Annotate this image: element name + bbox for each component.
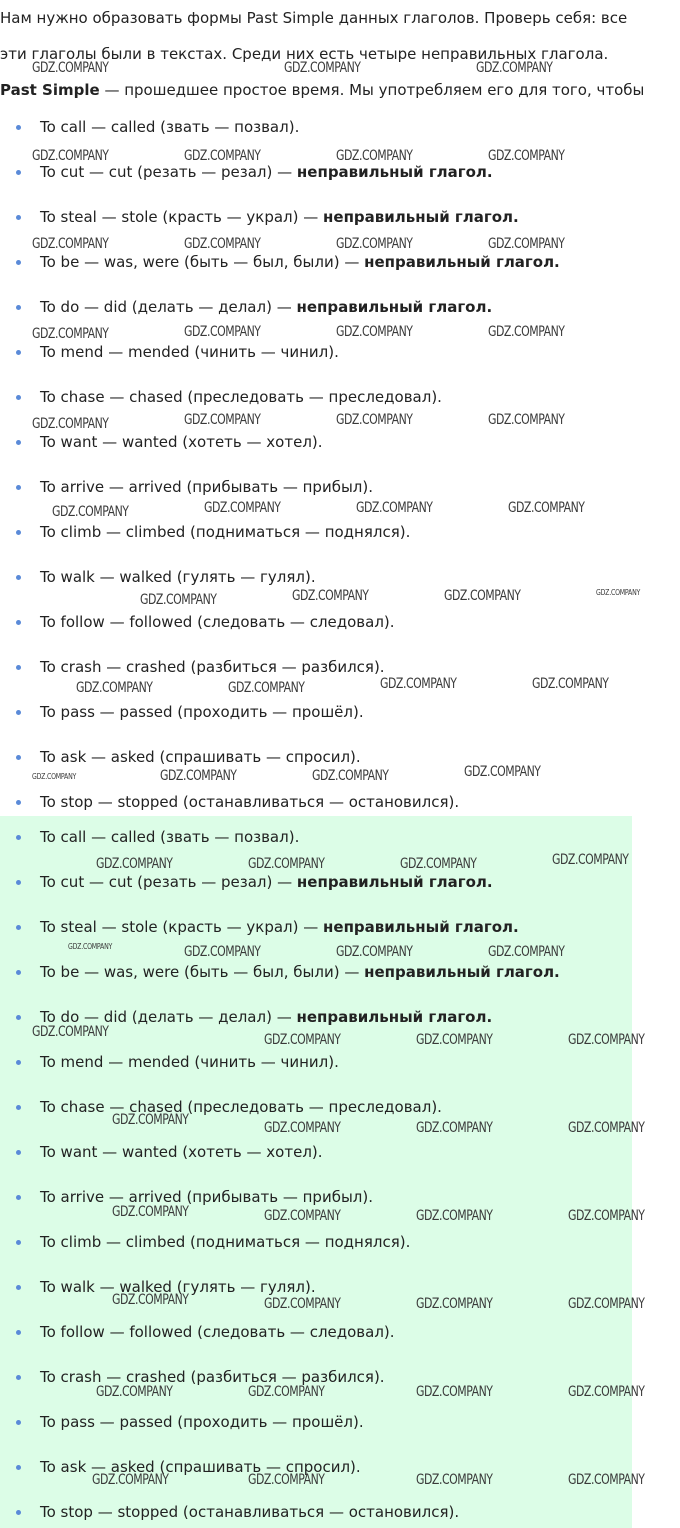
- watermark-text: GDZ.COMPANY: [264, 1208, 341, 1224]
- irregular-verb-note: неправильный глагол.: [296, 298, 493, 316]
- verb-list-item: [0, 825, 630, 849]
- watermark-text: GDZ.COMPANY: [248, 1472, 325, 1488]
- verb-form: To walk — walked (гулять — гулял).: [40, 1278, 316, 1296]
- watermark-text-small: GDZ.COMPANY: [596, 588, 641, 597]
- watermark-text: GDZ.COMPANY: [32, 236, 109, 252]
- watermark-text: GDZ.COMPANY: [356, 500, 433, 516]
- verb-form-text: [40, 791, 459, 813]
- watermark-text: GDZ.COMPANY: [508, 500, 585, 516]
- watermark-text: GDZ.COMPANY: [416, 1384, 493, 1400]
- verb-form-text: [40, 961, 560, 983]
- watermark-text: GDZ.COMPANY: [488, 236, 565, 252]
- verb-form: To steal — stole (красть — украл) —: [40, 918, 324, 936]
- bullet-icon: [16, 350, 21, 355]
- bullet-icon: [16, 1375, 21, 1380]
- intro-line-2: эти глаголы были в текстах. Среди них есть четыре неправильных глагола.: [0, 45, 609, 63]
- verb-form: To climb — climbed (подниматься — поднялся).: [40, 1233, 411, 1251]
- watermark-text: GDZ.COMPANY: [32, 416, 109, 432]
- bullet-icon: [16, 970, 21, 975]
- verb-form-text: [40, 1141, 323, 1163]
- bullet-icon: [16, 835, 21, 840]
- verb-form-text: [40, 566, 316, 588]
- verb-form: To mend — mended (чинить — чинил).: [40, 343, 339, 361]
- verb-list-item: [0, 960, 630, 984]
- watermark-text: GDZ.COMPANY: [416, 1472, 493, 1488]
- bullet-icon: [16, 620, 21, 625]
- verb-list-item: [0, 655, 630, 679]
- verb-form-text: [40, 1096, 442, 1118]
- watermark-text: GDZ.COMPANY: [184, 324, 261, 340]
- bullet-icon: [16, 800, 21, 805]
- bullet-icon: [16, 1240, 21, 1245]
- watermark-text: GDZ.COMPANY: [292, 588, 369, 604]
- bullet-icon: [16, 710, 21, 715]
- watermark-text: GDZ.COMPANY: [488, 148, 565, 164]
- verb-form: To chase — chased (преследовать — преследовал).: [40, 388, 442, 406]
- watermark-text: GDZ.COMPANY: [160, 768, 237, 784]
- verb-list-item: [0, 205, 630, 229]
- watermark-text: GDZ.COMPANY: [264, 1120, 341, 1136]
- bullet-icon: [16, 530, 21, 535]
- verb-list-item: [0, 1095, 630, 1119]
- verb-form-text: [40, 826, 299, 848]
- verb-list-item: [0, 1365, 630, 1389]
- verb-form: To ask — asked (спрашивать — спросил).: [40, 748, 361, 766]
- verb-list-item: [0, 1140, 630, 1164]
- irregular-verb-note: неправильный глагол.: [323, 918, 519, 936]
- verb-form-text: [40, 611, 395, 633]
- bullet-icon: [16, 215, 21, 220]
- watermark-text-small: GDZ.COMPANY: [32, 772, 77, 781]
- verb-list-item: [0, 115, 630, 139]
- verb-form-text: [40, 1366, 385, 1388]
- verb-form-text: [40, 1231, 410, 1253]
- watermark-text: GDZ.COMPANY: [140, 592, 217, 608]
- verb-form-text: [40, 1276, 316, 1298]
- verb-form: To be — was, were (быть — был, были) —: [40, 963, 365, 981]
- watermark-text: GDZ.COMPANY: [312, 768, 389, 784]
- verb-form: To do — did (делать — делал) —: [40, 298, 297, 316]
- watermark-text: GDZ.COMPANY: [228, 680, 305, 696]
- watermark-text: GDZ.COMPANY: [568, 1032, 645, 1048]
- verb-list-item: [0, 870, 630, 894]
- verb-list-item: [0, 295, 630, 319]
- watermark-text: GDZ.COMPANY: [416, 1120, 493, 1136]
- bullet-icon: [16, 125, 21, 130]
- verb-list-item: [0, 700, 630, 724]
- verb-list-item: [0, 520, 630, 544]
- irregular-verb-note: неправильный глагол.: [296, 873, 493, 891]
- verb-list-item: [0, 1005, 630, 1029]
- irregular-verb-note: неправильный глагол.: [323, 208, 519, 226]
- watermark-text: GDZ.COMPANY: [32, 1024, 109, 1040]
- watermark-text: GDZ.COMPANY: [248, 856, 325, 872]
- verb-form: To crash — crashed (разбиться — разбился).: [40, 1368, 385, 1386]
- verb-form-text: [40, 1321, 395, 1343]
- watermark-text: GDZ.COMPANY: [568, 1120, 645, 1136]
- verb-form: To chase — chased (преследовать — преследовал).: [40, 1098, 442, 1116]
- verb-form: To ask — asked (спрашивать — спросил).: [40, 1458, 361, 1476]
- verb-list-item: [0, 475, 630, 499]
- verb-form: To crash — crashed (разбиться — разбился).: [40, 658, 385, 676]
- watermark-text: GDZ.COMPANY: [336, 236, 413, 252]
- verb-form-text: [40, 916, 519, 938]
- watermark-text: GDZ.COMPANY: [112, 1112, 189, 1128]
- bullet-icon: [16, 485, 21, 490]
- verb-form: To stop — stopped (останавливаться — остановился).: [40, 793, 460, 811]
- verb-form: To cut — cut (резать — резал) —: [40, 163, 297, 181]
- verb-list-item: [0, 745, 630, 769]
- bullet-icon: [16, 1150, 21, 1155]
- verb-form: To stop — stopped (останавливаться — остановился).: [40, 1503, 460, 1521]
- bullet-icon: [16, 440, 21, 445]
- verb-form: To follow — followed (следовать — следовал).: [40, 1323, 395, 1341]
- verb-form: To climb — climbed (подниматься — поднялся).: [40, 523, 411, 541]
- watermark-text: GDZ.COMPANY: [184, 944, 261, 960]
- verb-form: To arrive — arrived (прибывать — прибыл).: [40, 478, 374, 496]
- watermark-text: GDZ.COMPANY: [184, 412, 261, 428]
- watermark-text: GDZ.COMPANY: [184, 148, 261, 164]
- bullet-icon: [16, 1330, 21, 1335]
- bullet-icon: [16, 260, 21, 265]
- verb-form: To follow — followed (следовать — следовал).: [40, 613, 395, 631]
- watermark-text: GDZ.COMPANY: [380, 676, 457, 692]
- bullet-icon: [16, 305, 21, 310]
- verb-form-text: [40, 746, 361, 768]
- watermark-text: GDZ.COMPANY: [92, 1472, 169, 1488]
- bullet-icon: [16, 1060, 21, 1065]
- watermark-text: GDZ.COMPANY: [184, 236, 261, 252]
- bullet-icon: [16, 1195, 21, 1200]
- watermark-text: GDZ.COMPANY: [476, 60, 553, 76]
- watermark-text: GDZ.COMPANY: [568, 1296, 645, 1312]
- watermark-text: GDZ.COMPANY: [464, 764, 541, 780]
- intro-line-3-rest: — прошедшее простое время. Мы употребляем его для того, чтобы: [99, 81, 645, 99]
- watermark-text: GDZ.COMPANY: [32, 326, 109, 342]
- verb-form-text: [40, 1051, 339, 1073]
- bullet-icon: [16, 1105, 21, 1110]
- verb-form: To call — called (звать — позвал).: [40, 118, 300, 136]
- watermark-text: GDZ.COMPANY: [488, 412, 565, 428]
- verb-form-text: [40, 476, 373, 498]
- verb-list-item: [0, 1500, 630, 1524]
- watermark-text: GDZ.COMPANY: [96, 856, 173, 872]
- verb-form-text: [40, 206, 519, 228]
- watermark-text: GDZ.COMPANY: [416, 1296, 493, 1312]
- verb-form-text: [40, 1456, 361, 1478]
- watermark-text: GDZ.COMPANY: [112, 1204, 189, 1220]
- verb-list-item: [0, 1230, 630, 1254]
- watermark-text: GDZ.COMPANY: [336, 324, 413, 340]
- verb-form-text: [40, 1186, 373, 1208]
- verb-form-text: [40, 1501, 459, 1523]
- verb-form: To pass — passed (проходить — прошёл).: [40, 703, 364, 721]
- watermark-text: GDZ.COMPANY: [32, 148, 109, 164]
- bullet-icon: [16, 755, 21, 760]
- verb-list-item: [0, 1410, 630, 1434]
- verb-list-item: [0, 1455, 630, 1479]
- verb-list-item: [0, 1320, 630, 1344]
- intro-line-1: Нам нужно образовать формы Past Simple данных глаголов. Проверь себя: все: [0, 9, 628, 27]
- watermark-text: GDZ.COMPANY: [284, 60, 361, 76]
- verb-form-text: [40, 701, 364, 723]
- verb-form: To do — did (делать — делал) —: [40, 1008, 297, 1026]
- verb-form: To want — wanted (хотеть — хотел).: [40, 433, 323, 451]
- watermark-text: GDZ.COMPANY: [568, 1472, 645, 1488]
- verb-form-text: [40, 871, 493, 893]
- verb-form-text: [40, 1411, 364, 1433]
- watermark-text: GDZ.COMPANY: [336, 412, 413, 428]
- watermark-text: GDZ.COMPANY: [52, 504, 129, 520]
- watermark-text: GDZ.COMPANY: [488, 944, 565, 960]
- watermark-text: GDZ.COMPANY: [204, 500, 281, 516]
- verb-form-text: [40, 386, 442, 408]
- watermark-text: GDZ.COMPANY: [264, 1296, 341, 1312]
- watermark-text: GDZ.COMPANY: [568, 1208, 645, 1224]
- watermark-text: GDZ.COMPANY: [444, 588, 521, 604]
- verb-form: To arrive — arrived (прибывать — прибыл).: [40, 1188, 374, 1206]
- verb-form: To walk — walked (гулять — гулял).: [40, 568, 316, 586]
- watermark-text: GDZ.COMPANY: [112, 1292, 189, 1308]
- verb-list-item: [0, 610, 630, 634]
- watermark-text: GDZ.COMPANY: [400, 856, 477, 872]
- watermark-text: GDZ.COMPANY: [336, 148, 413, 164]
- verb-form-text: [40, 251, 560, 273]
- bullet-icon: [16, 575, 21, 580]
- bullet-icon: [16, 1465, 21, 1470]
- verb-form: To want — wanted (хотеть — хотел).: [40, 1143, 323, 1161]
- bullet-icon: [16, 925, 21, 930]
- verb-list-item: [0, 160, 630, 184]
- watermark-text: GDZ.COMPANY: [416, 1208, 493, 1224]
- verb-list-item: [0, 915, 630, 939]
- irregular-verb-note: неправильный глагол.: [296, 163, 493, 181]
- watermark-text: GDZ.COMPANY: [336, 944, 413, 960]
- irregular-verb-note: неправильный глагол.: [364, 963, 560, 981]
- irregular-verb-note: неправильный глагол.: [364, 253, 560, 271]
- verb-form: To steal — stole (красть — украл) —: [40, 208, 324, 226]
- verb-list-item: [0, 565, 630, 589]
- bullet-icon: [16, 170, 21, 175]
- verb-form-text: [40, 116, 299, 138]
- watermark-text: GDZ.COMPANY: [96, 1384, 173, 1400]
- bullet-icon: [16, 1420, 21, 1425]
- verb-form-text: [40, 656, 385, 678]
- verb-form: To cut — cut (резать — резал) —: [40, 873, 297, 891]
- verb-form-text: [40, 296, 492, 318]
- irregular-verb-note: неправильный глагол.: [296, 1008, 493, 1026]
- bullet-icon: [16, 1510, 21, 1515]
- watermark-text: GDZ.COMPANY: [32, 60, 109, 76]
- term-past-simple: Past Simple: [0, 81, 100, 99]
- verb-list-item: [0, 250, 630, 274]
- watermark-text: GDZ.COMPANY: [552, 852, 629, 868]
- watermark-text: GDZ.COMPANY: [532, 676, 609, 692]
- bullet-icon: [16, 1285, 21, 1290]
- verb-form: To mend — mended (чинить — чинил).: [40, 1053, 339, 1071]
- verb-form-text: [40, 161, 493, 183]
- verb-form: To pass — passed (проходить — прошёл).: [40, 1413, 364, 1431]
- watermark-text: GDZ.COMPANY: [568, 1384, 645, 1400]
- watermark-text: GDZ.COMPANY: [76, 680, 153, 696]
- bullet-icon: [16, 880, 21, 885]
- verb-form-text: [40, 341, 339, 363]
- bullet-icon: [16, 665, 21, 670]
- verb-list-item: [0, 790, 630, 814]
- watermark-text: GDZ.COMPANY: [264, 1032, 341, 1048]
- watermark-text: GDZ.COMPANY: [416, 1032, 493, 1048]
- verb-list-item: [0, 1185, 630, 1209]
- verb-list-item: [0, 385, 630, 409]
- verb-form-text: [40, 1006, 492, 1028]
- verb-form: To call — called (звать — позвал).: [40, 828, 300, 846]
- verb-list-item: [0, 1050, 630, 1074]
- watermark-text: GDZ.COMPANY: [248, 1384, 325, 1400]
- verb-form-text: [40, 521, 410, 543]
- watermark-text-small: GDZ.COMPANY: [68, 942, 113, 951]
- verb-list-item: [0, 430, 630, 454]
- verb-list-item: [0, 1275, 630, 1299]
- verb-form-text: [40, 431, 323, 453]
- verb-list-item: [0, 340, 630, 364]
- verb-form: To be — was, were (быть — был, были) —: [40, 253, 365, 271]
- bullet-icon: [16, 1015, 21, 1020]
- watermark-text: GDZ.COMPANY: [488, 324, 565, 340]
- bullet-icon: [16, 395, 21, 400]
